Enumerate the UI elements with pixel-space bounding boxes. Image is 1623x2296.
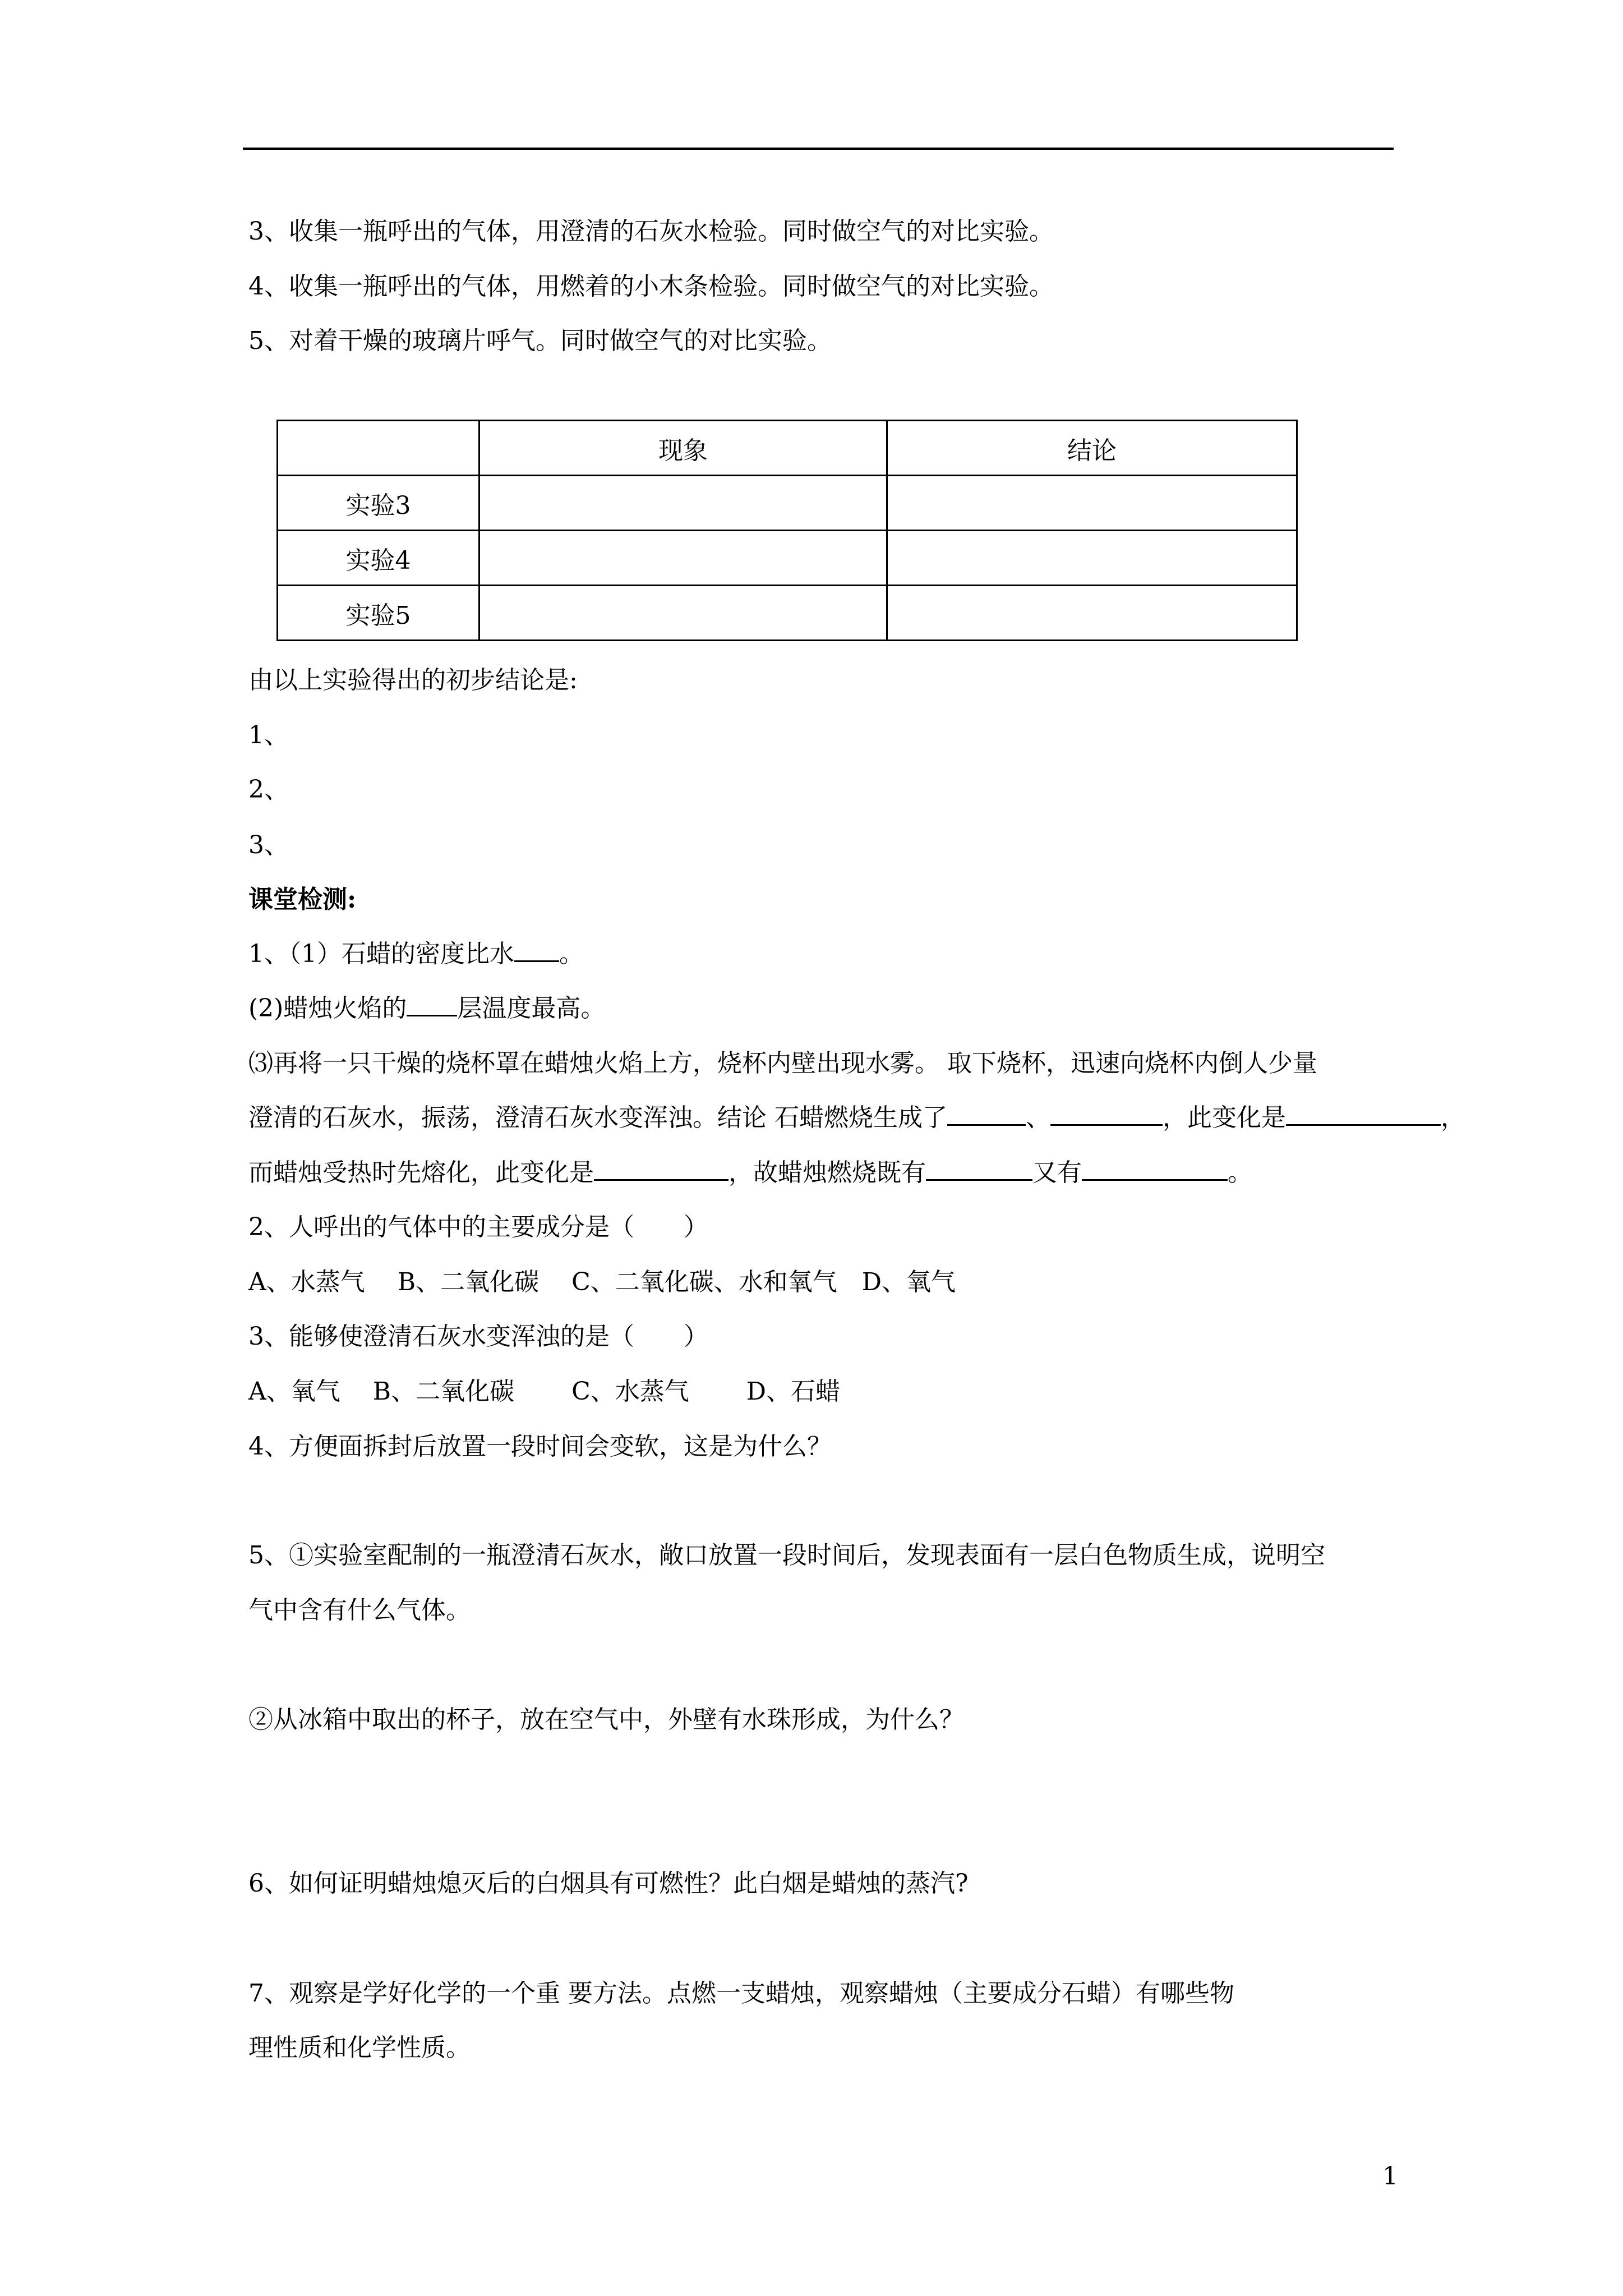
phenomenon-cell[interactable] <box>479 586 887 641</box>
q1c-text: ，故蜡烛燃烧既有 <box>728 1158 926 1187</box>
answer-blank[interactable] <box>594 1157 728 1181</box>
experiment-3-text: 3、收集一瓶呼出的气体，用澄清的石灰水检验。同时做空气的对比实验。 <box>248 217 1054 246</box>
answer-blank[interactable] <box>407 992 457 1016</box>
question-1a <box>248 937 584 971</box>
q1c-text: 澄清的石灰水，振荡，澄清石灰水变浑浊。结论 <box>248 1103 767 1132</box>
q1c-text: 又有 <box>1032 1158 1082 1187</box>
conclusion-item-2: 2、 <box>248 775 289 804</box>
question-2: 2、人呼出的气体中的主要成分是（ ） <box>248 1213 708 1241</box>
conclusion-item-1: 1、 <box>248 721 289 749</box>
results-table <box>276 420 1298 641</box>
question-1b <box>248 992 605 1025</box>
table-header-phenomenon: 现象 <box>479 421 887 476</box>
table-row <box>278 531 1297 586</box>
conclusion-cell[interactable] <box>887 476 1297 531</box>
phenomenon-cell[interactable] <box>479 531 887 586</box>
answer-blank[interactable] <box>926 1157 1032 1181</box>
answer-blank[interactable] <box>1082 1157 1228 1181</box>
question-5-line1: 5、①实验室配制的一瓶澄清石灰水，敞口放置一段时间后，发现表面有一层白色物质生成，说明空 <box>248 1541 1325 1570</box>
answer-blank[interactable] <box>1286 1102 1441 1126</box>
q1a-text: 1、（1）石蜡的密度比水 <box>248 940 514 968</box>
question-4: 4、方便面拆封后放置一段时间会变软，这是为什么？ <box>248 1432 832 1461</box>
question-3-options: A、氧气 B、二氧化碳 C、水蒸气 D、石蜡 <box>248 1377 841 1406</box>
row-label: 实验5 <box>278 586 479 641</box>
classroom-heading: 课堂检测: <box>248 885 357 914</box>
answer-blank[interactable] <box>947 1102 1026 1126</box>
phenomenon-cell[interactable] <box>479 476 887 531</box>
question-7-line2: 理性质和化学性质。 <box>248 2033 471 2062</box>
table-row <box>278 476 1297 531</box>
question-1c-line3 <box>248 1156 1252 1190</box>
conclusion-item-3: 3、 <box>248 831 289 859</box>
question-1c-line1: ⑶再将一只干燥的烧杯罩在蜡烛火焰上方，烧杯内壁出现水雾。 取下烧杯，迅速向烧杯内倒人少量 <box>248 1049 1317 1078</box>
experiment-4-text: 4、收集一瓶呼出的气体，用燃着的小木条检验。同时做空气的对比实验。 <box>248 272 1054 301</box>
q1c-text: 而蜡烛受热时先熔化，此变化是 <box>248 1158 594 1187</box>
conclusion-cell[interactable] <box>887 531 1297 586</box>
question-7-line1: 7、观察是学好化学的一个重 要方法。点燃一支蜡烛，观察蜡烛（主要成分石蜡）有哪些物 <box>248 1979 1234 2008</box>
question-6: 6、如何证明蜡烛熄灭后的白烟具有可燃性？此白烟是蜡烛的蒸汽? <box>248 1869 969 1898</box>
table-row <box>278 586 1297 641</box>
q1c-text: ，此变化是 <box>1163 1103 1286 1132</box>
answer-blank[interactable] <box>514 938 559 962</box>
question-2-options: A、水蒸气 B、二氧化碳 C、二氧化碳、水和氧气 D、氧气 <box>248 1268 956 1296</box>
header-rule <box>243 148 1394 150</box>
q1a-end: 。 <box>559 940 584 968</box>
conclusion-cell[interactable] <box>887 586 1297 641</box>
question-5-part2: ②从冰箱中取出的杯子，放在空气中，外壁有水珠形成，为什么？ <box>248 1705 964 1734</box>
experiment-5-text: 5、对着干燥的玻璃片呼气。同时做空气的对比实验。 <box>248 326 832 355</box>
q1c-text: 石蜡燃烧生成了 <box>774 1103 947 1132</box>
answer-blank[interactable] <box>1050 1102 1163 1126</box>
q1b-text: (2)蜡烛火焰的 <box>248 994 407 1023</box>
row-label: 实验3 <box>278 476 479 531</box>
q1b-end: 层温度最高。 <box>457 994 606 1023</box>
table-header-blank <box>278 421 479 476</box>
question-3: 3、能够使澄清石灰水变浑浊的是（ ） <box>248 1322 708 1351</box>
table-header-row <box>278 421 1297 476</box>
q1c-text: 、 <box>1026 1103 1050 1132</box>
page-number: 1 <box>1382 2162 1398 2191</box>
q1c-text: 。 <box>1228 1158 1252 1187</box>
question-1c-line2 <box>248 1101 1465 1135</box>
conclusions-intro: 由以上实验得出的初步结论是: <box>248 666 578 694</box>
question-5-line2: 气中含有什么气体。 <box>248 1596 471 1625</box>
table-header-conclusion: 结论 <box>887 421 1297 476</box>
q1c-text: ， <box>1441 1103 1465 1132</box>
row-label: 实验4 <box>278 531 479 586</box>
